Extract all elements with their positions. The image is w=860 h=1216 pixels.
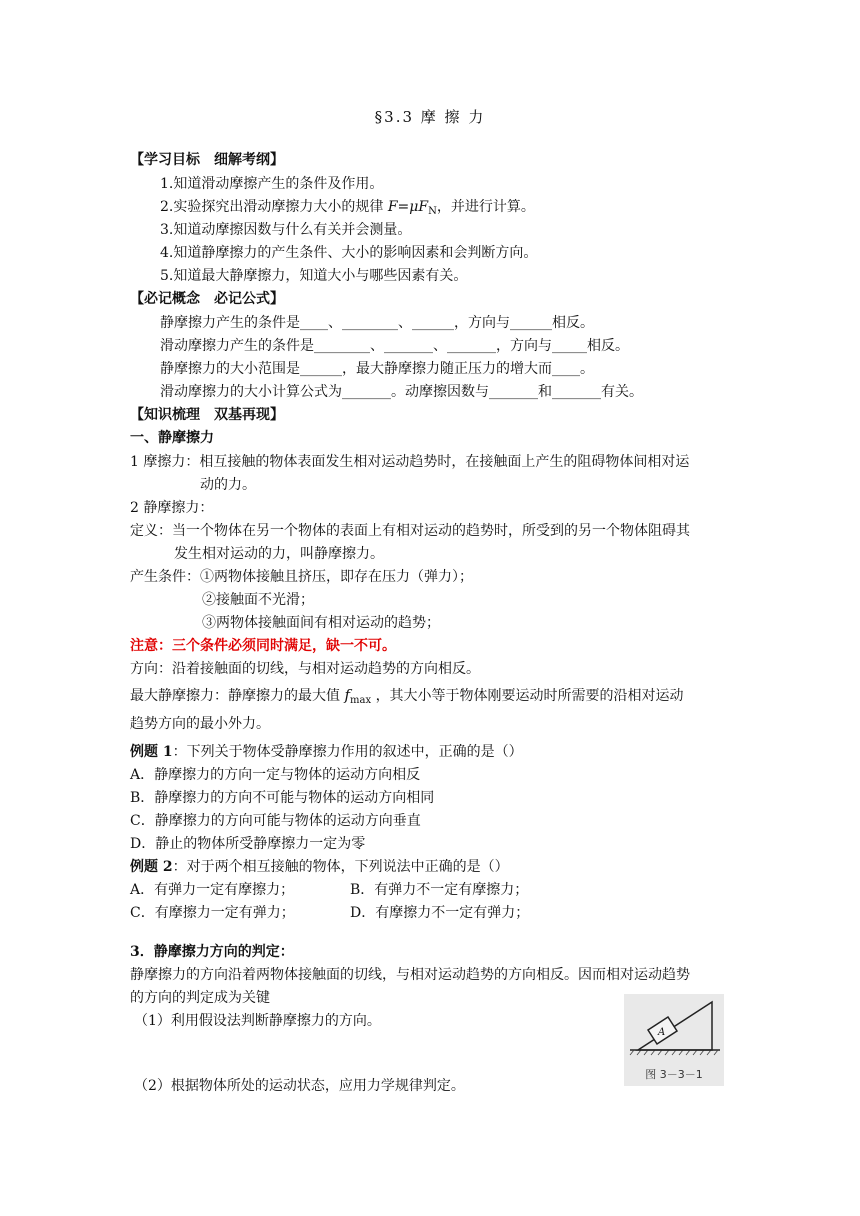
example2-option-a: A．有弹力一定有摩擦力；	[130, 882, 295, 898]
example1-question-text: ：下列关于物体受静摩擦力作用的叙述中，正确的是（）	[172, 744, 523, 760]
example2-label: 例题 2	[130, 859, 173, 875]
example1-option-a: A．静摩擦力的方向一定与物体的运动方向相反	[130, 767, 421, 783]
example1-option-b: B．静摩擦力的方向不可能与物体的运动方向相同	[130, 790, 435, 806]
concepts-heading: 【必记概念 必记公式】	[130, 291, 284, 307]
goals-heading: 【学习目标 细解考纲】	[130, 152, 284, 168]
direction-line: 方向：沿着接触面的切线，与相对运动趋势的方向相反。	[130, 661, 480, 677]
concept-line-4: 滑动摩擦力的大小计算公式为_______。动摩擦因数与_______和_______有关。	[160, 384, 643, 400]
goal-item-4: 4.知道静摩擦力的产生条件、大小的影响因素和会判断方向。	[160, 245, 538, 261]
block-a-label: A	[658, 1027, 666, 1038]
example1-question	[130, 742, 523, 762]
goal-item-2-text: 2.实验探究出滑动摩擦力大小的规律	[160, 199, 384, 215]
goal-item-2	[160, 197, 535, 222]
goal-item-2-tail: ，并进行计算。	[436, 199, 535, 215]
max-static-subscript: max	[350, 695, 372, 706]
friction-formula-subscript: N	[428, 206, 437, 217]
max-static-suffix: ，其大小等于物体刚要运动时所需要的沿相对运动	[375, 688, 684, 704]
example1-option-d: D．静止的物体所受静摩擦力一定为零	[130, 836, 366, 852]
max-static-prefix: 最大静摩擦力：静摩擦力的最大值	[130, 688, 340, 704]
example1-label: 例题 1	[130, 744, 173, 760]
condition-2: ②接触面不光滑；	[202, 592, 314, 608]
example1-option-c: C．静摩擦力的方向可能与物体的运动方向垂直	[130, 813, 421, 829]
goal-item-5: 5.知道最大静摩擦力，知道大小与哪些因素有关。	[160, 268, 468, 284]
example2-option-d: D．有摩擦力不一定有弹力；	[350, 905, 530, 921]
friction-definition-line2: 动的力。	[200, 477, 256, 493]
static-friction-label: 2 静摩擦力：	[130, 500, 214, 516]
incline-triangle	[638, 1002, 712, 1050]
concept-line-3: 静摩擦力的大小范围是______，最大静摩擦力随正压力的增大而____。	[160, 361, 594, 377]
max-static-friction-line1	[130, 685, 684, 711]
example2-option-b: B．有弹力不一定有摩擦力；	[350, 882, 529, 898]
max-static-symbol: f	[344, 686, 351, 704]
friction-formula: F=μF	[387, 199, 429, 215]
static-friction-title: 一、静摩擦力	[130, 430, 214, 446]
direction-judgment-line2: 的方向的判定成为关键	[130, 990, 270, 1006]
direction-judgment-heading: 3．静摩擦力方向的判定：	[130, 944, 294, 960]
figure-caption: 图 3－3－1	[645, 1068, 703, 1081]
goal-item-3: 3.知道动摩擦因数与什么有关并会测量。	[160, 222, 412, 238]
figure-incline-block	[624, 994, 724, 1086]
judgment-step-1: （1）利用假设法判断静摩擦力的方向。	[134, 1013, 381, 1029]
example2-option-c: C．有摩擦力一定有弹力；	[130, 905, 295, 921]
judgment-step-2: （2）根据物体所处的运动状态，应用力学规律判定。	[134, 1078, 465, 1094]
concept-line-1: 静摩擦力产生的条件是____、________、______，方向与______相反。	[160, 315, 594, 331]
max-static-friction-line2: 趋势方向的最小外力。	[130, 716, 270, 732]
condition-1: 产生条件：①两物体接触且挤压，即存在压力（弹力）；	[130, 569, 473, 585]
condition-note: 注意：三个条件必须同时满足，缺一不可。	[130, 638, 396, 654]
static-definition-line2: 发生相对运动的力，叫静摩擦力。	[174, 546, 384, 562]
static-definition-line1: 定义：当一个物体在另一个物体的表面上有相对运动的趋势时，所受到的另一个物体阻碍其	[130, 523, 690, 539]
example2-question	[130, 857, 509, 877]
review-heading: 【知识梳理 双基再现】	[130, 407, 284, 423]
friction-definition-line1: 1 摩擦力：相互接触的物体表面发生相对运动趋势时，在接触面上产生的阻碍物体间相对运	[130, 454, 690, 470]
example2-question-text: ：对于两个相互接触的物体，下列说法中正确的是（）	[172, 859, 509, 875]
concept-line-2: 滑动摩擦力产生的条件是________、_______、_______，方向与_____相反。	[160, 338, 629, 354]
goal-item-1: 1.知道滑动摩擦产生的条件及作用。	[160, 176, 384, 192]
direction-judgment-line1: 静摩擦力的方向沿着两物体接触面的切线，与相对运动趋势的方向相反。因而相对运动趋势	[130, 967, 690, 983]
page-title: §3.3 摩 擦 力	[374, 108, 486, 126]
condition-3: ③两物体接触面间有相对运动的趋势；	[202, 615, 440, 631]
